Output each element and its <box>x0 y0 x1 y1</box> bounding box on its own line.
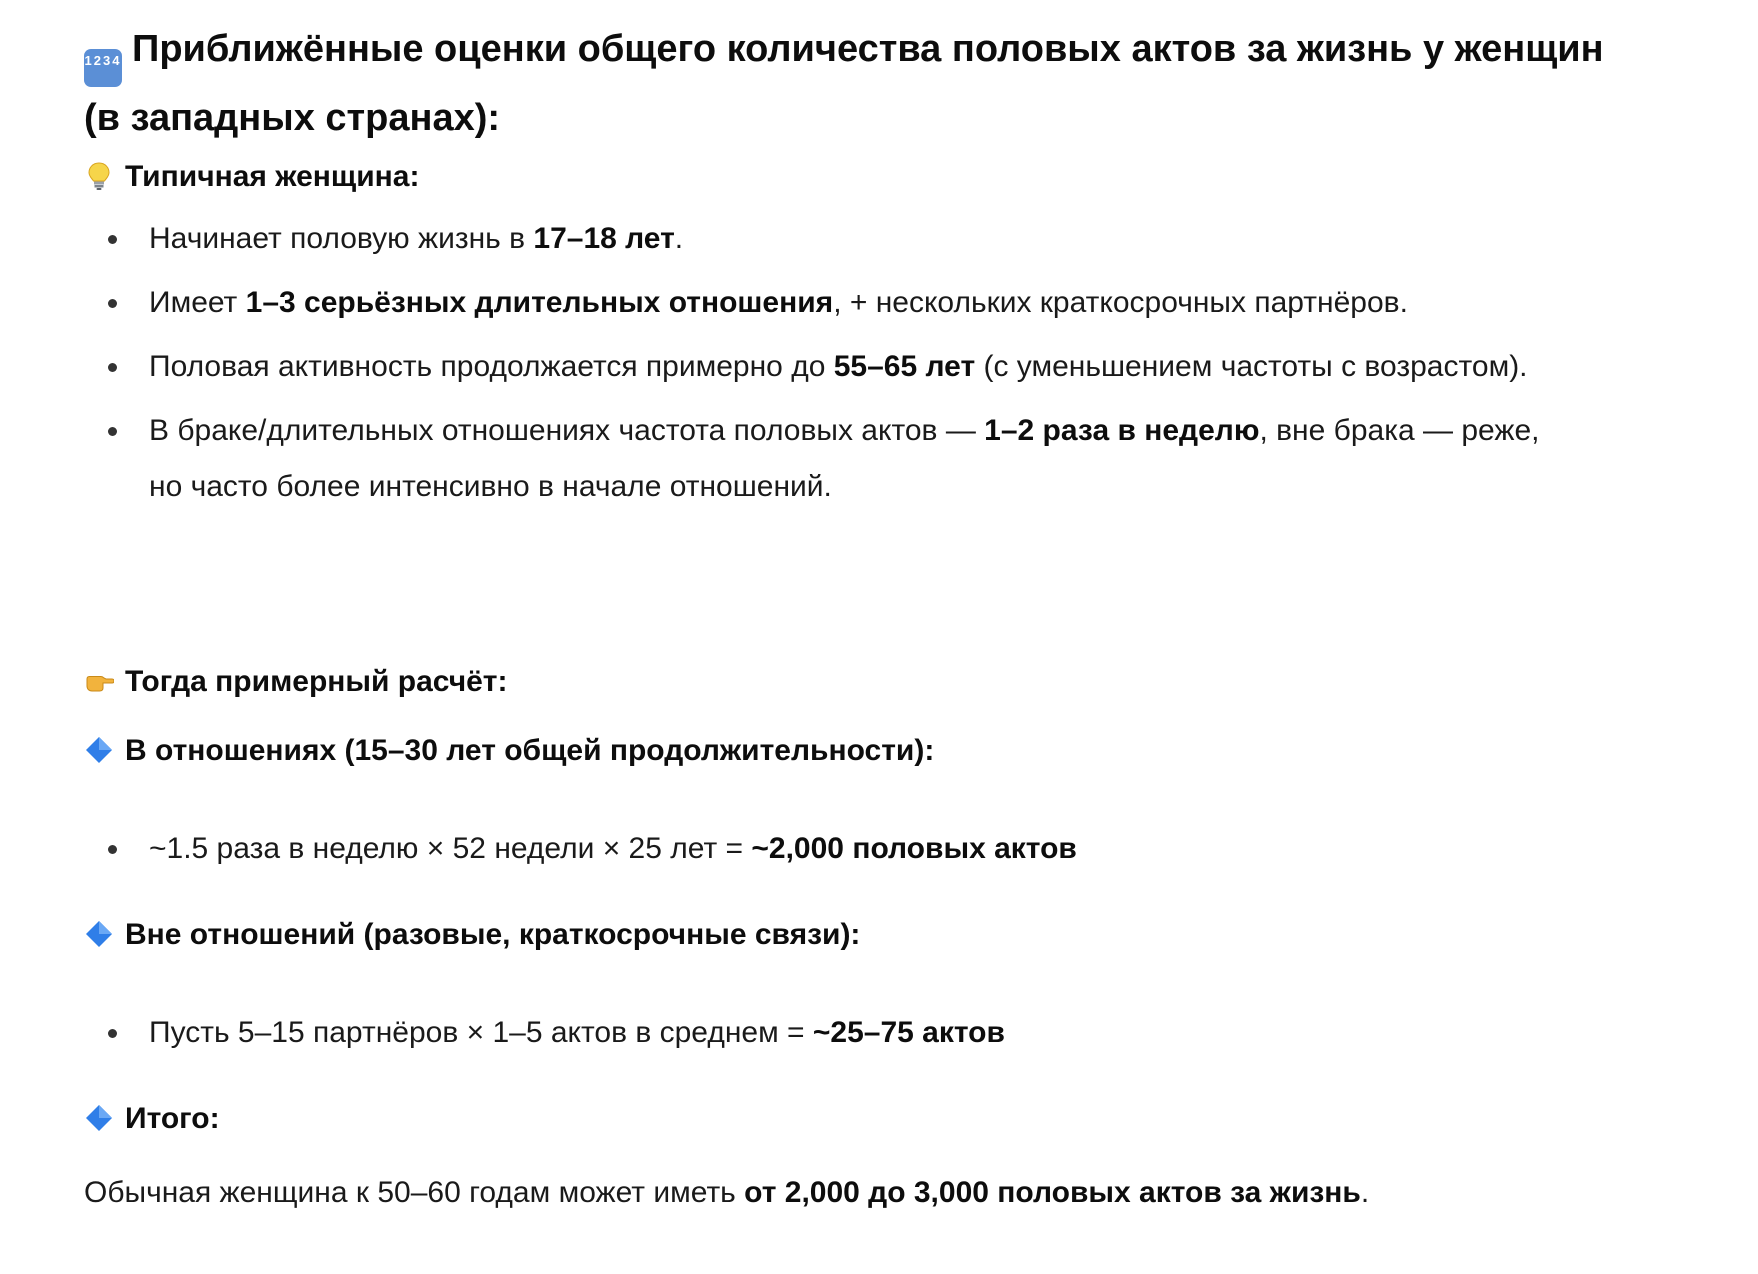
list-item: Пусть 5–15 партнёров × 1–5 актов в среднем = ~25–75 актов <box>0 1005 1569 1061</box>
typical-woman-text: Типичная женщина: <box>125 160 420 193</box>
blue-diamond-icon <box>84 735 114 765</box>
input-numbers-icon: 1234 <box>84 49 122 87</box>
list-item: В браке/длительных отношениях частота половых актов — 1–2 раза в неделю, вне брака — реже, но часто более интенсивно в начале отношений. <box>0 403 1569 515</box>
pointing-hand-icon <box>84 666 114 696</box>
bullet <box>108 427 117 436</box>
bullet <box>108 845 117 854</box>
bullet <box>108 235 117 244</box>
bullet <box>108 1029 117 1038</box>
list-item: Половая активность продолжается примерно до 55–65 лет (с уменьшением частоты с возрастом). <box>0 339 1569 395</box>
relationships-list <box>0 821 1569 877</box>
typical-woman-list <box>0 211 1569 515</box>
calculation-label <box>84 662 508 702</box>
bullet <box>108 299 117 308</box>
blue-diamond-icon <box>84 1103 114 1133</box>
outside-relationships-list <box>0 1005 1569 1061</box>
list-item: Имеет 1–3 серьёзных длительных отношения, + нескольких краткосрочных партнёров. <box>0 275 1569 331</box>
list-item: ~1.5 раза в неделю × 52 недели × 25 лет = ~2,000 половых актов <box>0 821 1569 877</box>
blue-diamond-icon <box>84 919 114 949</box>
outside-relationships-label <box>84 915 860 955</box>
total-text: Итого: <box>125 1102 220 1135</box>
response-heading <box>84 18 1644 150</box>
outside-relationships-text: Вне отношений (разовые, краткосрочные связи): <box>125 918 861 951</box>
list-item: Начинает половую жизнь в 17–18 лет. <box>0 211 1569 267</box>
total-label <box>84 1099 220 1139</box>
relationships-label <box>84 731 934 771</box>
light-bulb-icon <box>84 161 114 191</box>
calculation-text: Тогда примерный расчёт: <box>125 665 508 698</box>
conclusion-paragraph: Обычная женщина к 50–60 годам может иметь от 2,000 до 3,000 половых актов за жизнь. <box>84 1176 1370 1209</box>
heading-title: Приближённые оценки общего количества половых актов за жизнь у женщин (в западных странах): <box>84 28 1604 139</box>
typical-woman-label <box>84 157 419 197</box>
relationships-text: В отношениях (15–30 лет общей продолжительности): <box>125 734 935 767</box>
bullet <box>108 363 117 372</box>
